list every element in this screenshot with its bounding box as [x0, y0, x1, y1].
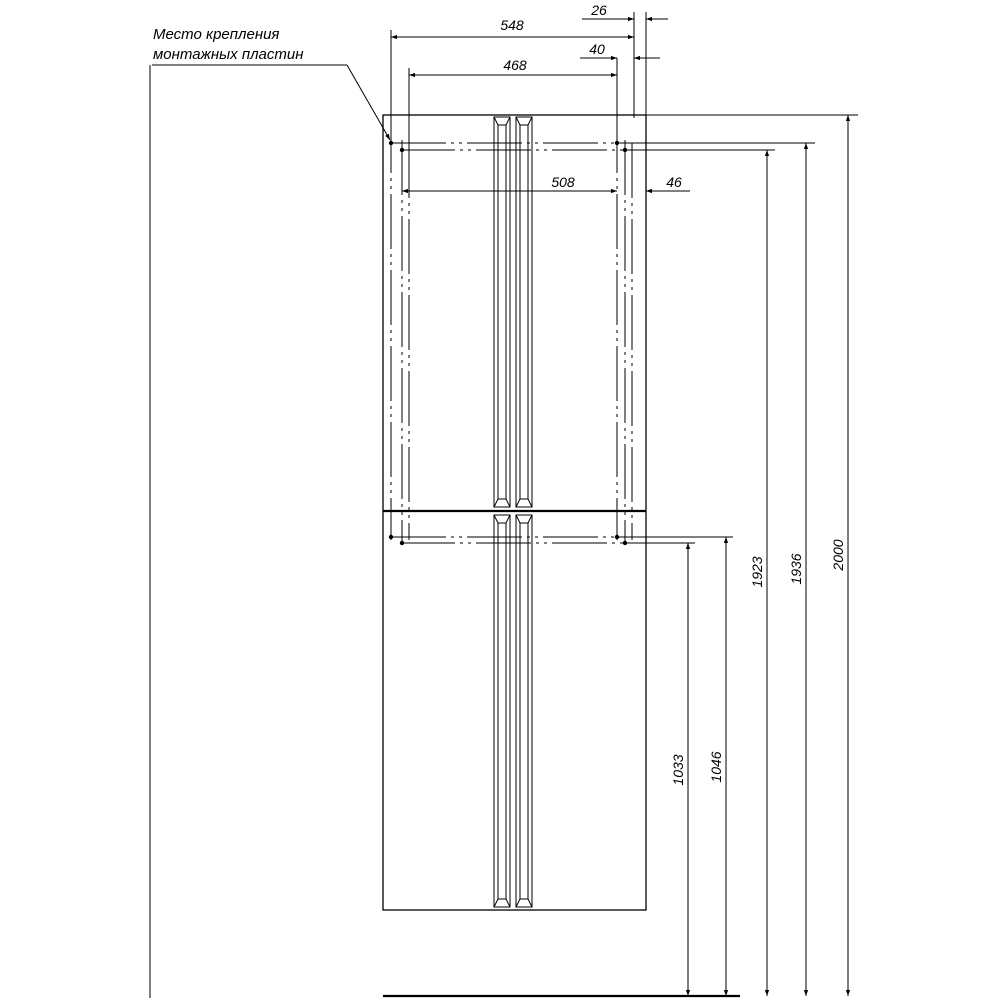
dim-label-26: 26 — [591, 2, 607, 18]
dim-label-1033: 1033 — [670, 754, 686, 786]
dim-label-548: 548 — [500, 17, 524, 33]
dim-label-40: 40 — [589, 41, 605, 57]
upper-handles — [494, 117, 532, 507]
dim-label-1046: 1046 — [708, 751, 724, 783]
dimension-1936 — [617, 143, 815, 996]
callout-leader — [152, 65, 390, 140]
mounting-points — [389, 141, 627, 545]
dimension-2000 — [646, 115, 858, 996]
dim-label-46: 46 — [666, 174, 682, 190]
cabinet-outline — [383, 115, 646, 910]
dim-label-1936: 1936 — [788, 553, 804, 585]
callout-line-1: Место крепления — [153, 26, 280, 43]
dim-label-468: 468 — [503, 57, 527, 73]
dim-label-2000: 2000 — [830, 539, 846, 571]
dim-label-508: 508 — [551, 174, 575, 190]
dim-label-1923: 1923 — [749, 556, 765, 588]
lower-handles — [494, 515, 532, 907]
callout-line-2: монтажных пластин — [153, 46, 304, 63]
